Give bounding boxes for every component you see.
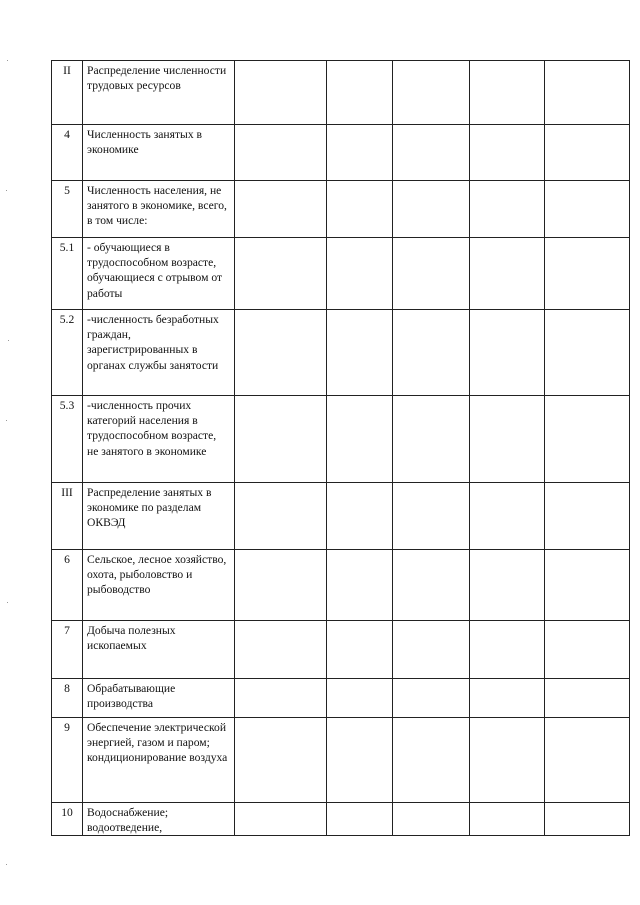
- value-cell: [545, 310, 630, 396]
- table-row: [52, 238, 630, 310]
- value-cell: [393, 679, 470, 718]
- value-cell: [393, 803, 470, 836]
- value-cell: [470, 181, 545, 238]
- row-label-text: Распределение занятых в экономике по разделам ОКВЭД: [87, 486, 212, 530]
- value-cell: [327, 125, 393, 181]
- row-label: [83, 550, 235, 621]
- value-cell: [235, 125, 327, 181]
- value-cell: [545, 483, 630, 550]
- row-label-text: Добыча полезных ископаемых: [87, 624, 176, 653]
- row-number: 5: [52, 181, 83, 238]
- row-label: [83, 181, 235, 238]
- row-label: [83, 621, 235, 679]
- scan-speck: [7, 60, 8, 61]
- value-cell: [545, 621, 630, 679]
- scan-speck: [6, 190, 7, 191]
- value-cell: [545, 181, 630, 238]
- value-cell: [327, 181, 393, 238]
- table-body: [52, 61, 630, 836]
- row-label-text: Сельское, лесное хозяйство, охота, рыболовство и рыбоводство: [87, 553, 227, 597]
- value-cell: [545, 61, 630, 125]
- value-cell: [327, 718, 393, 803]
- value-cell: [393, 61, 470, 125]
- value-cell: [393, 550, 470, 621]
- table-row: [52, 679, 630, 718]
- value-cell: [393, 621, 470, 679]
- value-cell: [545, 396, 630, 483]
- value-cell: [235, 718, 327, 803]
- row-number: 6: [52, 550, 83, 621]
- table-row: [52, 803, 630, 836]
- row-number: 8: [52, 679, 83, 718]
- value-cell: [545, 125, 630, 181]
- table-row: [52, 718, 630, 803]
- row-number: 5.1: [52, 238, 83, 310]
- row-label-text: Обрабатывающие производства: [87, 682, 176, 711]
- row-label: [83, 803, 235, 836]
- value-cell: [327, 396, 393, 483]
- row-number: 5.2: [52, 310, 83, 396]
- value-cell: [545, 679, 630, 718]
- value-cell: [470, 550, 545, 621]
- value-cell: [327, 679, 393, 718]
- row-label-text: -численность прочих категорий населения в трудоспособном возрасте, не занятого в экономике: [87, 399, 217, 458]
- row-number: II: [52, 61, 83, 125]
- value-cell: [393, 125, 470, 181]
- value-cell: [235, 238, 327, 310]
- row-label-text: Численность занятых в экономике: [87, 128, 202, 157]
- scan-speck: [8, 340, 9, 341]
- table-row: [52, 181, 630, 238]
- value-cell: [393, 396, 470, 483]
- value-cell: [235, 550, 327, 621]
- scan-speck: [6, 864, 7, 865]
- value-cell: [393, 483, 470, 550]
- row-label-text: Водоснабжение; водоотведение,: [87, 806, 169, 835]
- value-cell: [327, 238, 393, 310]
- value-cell: [235, 310, 327, 396]
- row-number: III: [52, 483, 83, 550]
- row-label-text: -численность безработных граждан, зарегистрированных в органах службы занятости: [87, 313, 219, 372]
- value-cell: [393, 238, 470, 310]
- row-label: [83, 125, 235, 181]
- indicators-table: [51, 60, 630, 836]
- value-cell: [470, 718, 545, 803]
- value-cell: [470, 621, 545, 679]
- value-cell: [235, 181, 327, 238]
- row-label: [83, 679, 235, 718]
- value-cell: [470, 803, 545, 836]
- value-cell: [327, 483, 393, 550]
- value-cell: [470, 125, 545, 181]
- value-cell: [470, 483, 545, 550]
- value-cell: [545, 550, 630, 621]
- row-number: 5.3: [52, 396, 83, 483]
- row-label-text: Распределение численности трудовых ресурсов: [87, 64, 227, 93]
- table-row: [52, 550, 630, 621]
- row-label: [83, 238, 235, 310]
- value-cell: [470, 310, 545, 396]
- value-cell: [327, 803, 393, 836]
- value-cell: [470, 61, 545, 125]
- table-row: [52, 61, 630, 125]
- row-label-text: - обучающиеся в трудоспособном возрасте, обучающиеся с отрывом от работы: [87, 241, 223, 300]
- value-cell: [235, 803, 327, 836]
- value-cell: [235, 396, 327, 483]
- row-label-text: Обеспечение электрической энергией, газом и паром; кондиционирование воздуха: [87, 721, 228, 765]
- scan-speck: [7, 602, 8, 603]
- value-cell: [327, 61, 393, 125]
- row-number: 4: [52, 125, 83, 181]
- table-row: [52, 483, 630, 550]
- value-cell: [470, 396, 545, 483]
- value-cell: [327, 550, 393, 621]
- value-cell: [470, 679, 545, 718]
- row-label-text: Численность населения, не занятого в экономике, всего, в том числе:: [87, 184, 227, 228]
- value-cell: [545, 238, 630, 310]
- value-cell: [393, 718, 470, 803]
- value-cell: [393, 310, 470, 396]
- table-row: [52, 310, 630, 396]
- table-row: [52, 396, 630, 483]
- row-number: 10: [52, 803, 83, 836]
- value-cell: [327, 621, 393, 679]
- value-cell: [470, 238, 545, 310]
- value-cell: [235, 679, 327, 718]
- value-cell: [545, 803, 630, 836]
- value-cell: [545, 718, 630, 803]
- value-cell: [327, 310, 393, 396]
- value-cell: [235, 621, 327, 679]
- table-row: [52, 621, 630, 679]
- row-number: 7: [52, 621, 83, 679]
- value-cell: [235, 61, 327, 125]
- row-label: [83, 61, 235, 125]
- row-number: 9: [52, 718, 83, 803]
- row-label: [83, 483, 235, 550]
- row-label: [83, 396, 235, 483]
- row-label: [83, 718, 235, 803]
- row-label: [83, 310, 235, 396]
- value-cell: [393, 181, 470, 238]
- table-row: [52, 125, 630, 181]
- value-cell: [235, 483, 327, 550]
- scan-speck: [6, 420, 7, 421]
